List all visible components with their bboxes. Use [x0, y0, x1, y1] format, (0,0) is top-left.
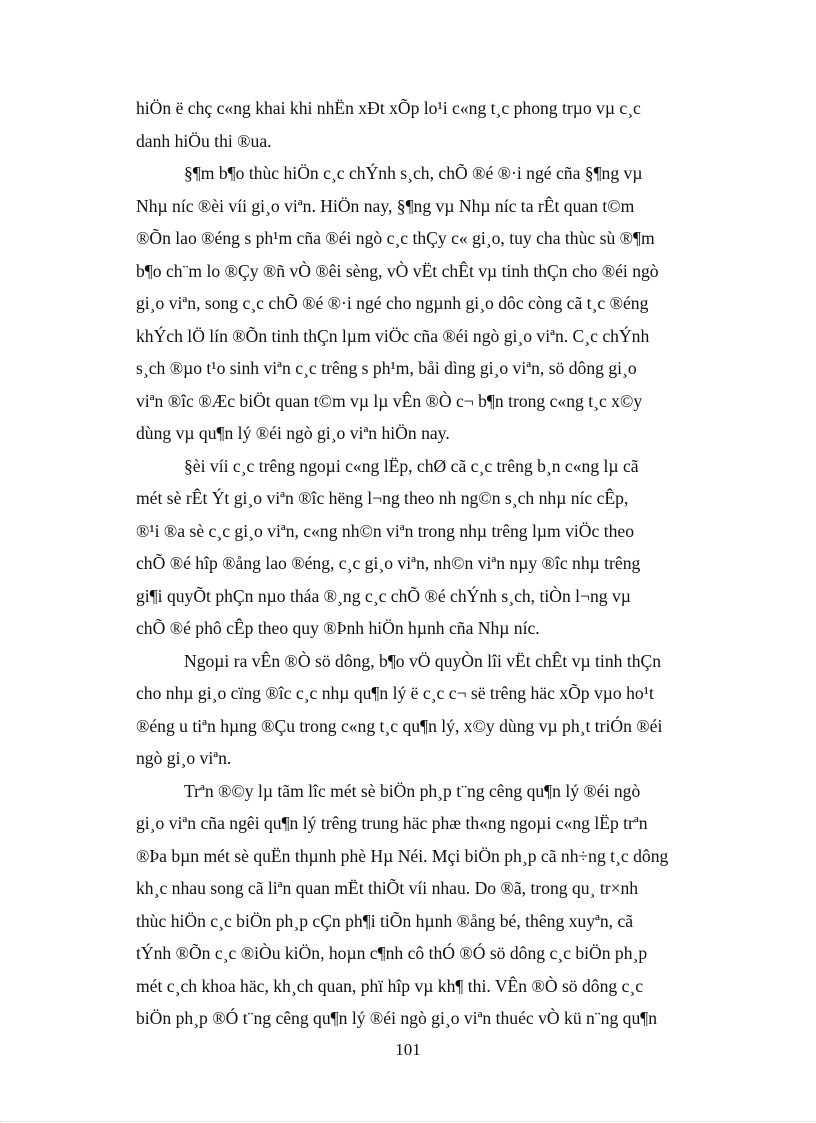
page-number: 101: [395, 1040, 421, 1059]
text-line: biÖn ph¸p ®Ó t¨ng cêng qu¶n lý ®éi ngò gi¸o viªn thuéc vÒ kü n¨ng qu¶n: [136, 1008, 658, 1028]
text-line: chÕ ®é hîp ®ång lao ®éng, c¸c gi¸o viªn, nh©n viªn nµy ®îc nhµ trêng: [136, 553, 641, 573]
text-line: gi¶i quyÕt phÇn nµo tháa ®¸ng c¸c chÕ ®é chÝnh s¸ch, tiÒn l¬ng vµ: [136, 585, 631, 606]
text-line: b¶o ch¨m lo ®Çy ®ñ vÒ ®êi sèng, vÒ vËt chÊt vµ tinh thÇn cho ®éi ngò: [136, 260, 659, 281]
page-bottom-divider: [0, 1121, 816, 1122]
paragraph: [136, 450, 720, 645]
text-line: ®éng u tiªn hµng ®Çu trong c«ng t¸c qu¶n lý, x©y dùng vµ ph¸t triÓn ®éi: [136, 715, 663, 736]
paragraph: [136, 157, 720, 450]
text-line: ®¹i ®a sè c¸c gi¸o viªn, c«ng nh©n viªn trong nhµ trêng lµm viÖc theo: [136, 520, 635, 541]
text-line: mét sè rÊt Ýt gi¸o viªn ®îc hëng l¬ng theo nh ng©n s¸ch nhµ níc cÊp,: [136, 488, 629, 508]
text-line: Trªn ®©y lµ tãm lîc mét sè biÖn ph¸p t¨ng cêng qu¶n lý ®éi ngò: [184, 780, 641, 801]
text-line: hiÖn ë chç c«ng khai khi nhËn xÐt xÕp lo¹i c«ng t¸c phong trµo vµ c¸c: [136, 98, 641, 118]
text-line: mét c¸ch khoa häc, kh¸ch quan, phï hîp vµ kh¶ thi. VÊn ®Ò sö dông c¸c: [136, 975, 644, 996]
text-line: thùc hiÖn c¸c biÖn ph¸p cÇn ph¶i tiÕn hµnh ®ång bé, thêng xuyªn, cã: [136, 910, 634, 931]
text-line: kh¸c nhau song cã liªn quan mËt thiÕt víi nhau. Do ®ã, trong qu¸ tr×nh: [136, 878, 639, 898]
text-line: dùng vµ qu¶n lý ®éi ngò gi¸o viªn hiÖn nay.: [136, 423, 450, 443]
text-line: viªn ®îc ®Æc biÖt quan t©m vµ lµ vÊn ®Ò c¬ b¶n trong c«ng t¸c x©y: [136, 390, 643, 411]
text-line: §¶m b¶o thùc hiÖn c¸c chÝnh s¸ch, chÕ ®é ®·i ngé cña §¶ng vµ: [184, 163, 643, 183]
text-line: Nhµ níc ®èi víi gi¸o viªn. HiÖn nay, §¶ng vµ Nhµ níc ta rÊt quan t©m: [136, 195, 635, 216]
text-line: ®Þa bµn mét sè quËn thµnh phè Hµ Néi. Mçi biÖn ph¸p cã nh÷ng t¸c dông: [136, 845, 669, 866]
text-line: chÕ ®é phô cÊp theo quy ®Þnh hiÖn hµnh cña Nhµ níc.: [136, 618, 540, 638]
text-line: §èi víi c¸c trêng ngoµi c«ng lËp, chØ cã c¸c trêng b¸n c«ng lµ cã: [184, 455, 639, 476]
text-line: s¸ch ®µo t¹o sinh viªn c¸c trêng s ph¹m, båi dìng gi¸o viªn, sö dông gi¸o: [136, 358, 637, 378]
text-line: cho nhµ gi¸o cïng ®îc c¸c nhµ qu¶n lý ë c¸c c¬ së trêng häc xÕp vµo ho¹t: [136, 683, 654, 703]
body-text: [136, 92, 720, 1035]
text-line: gi¸o viªn cña ngêi qu¶n lý trêng trung häc phæ th«ng ngoµi c«ng lËp trªn: [136, 813, 648, 833]
text-line: Ngoµi ra vÊn ®Ò sö dông, b¶o vÖ quyÒn lîi vËt chÊt vµ tinh thÇn: [184, 650, 662, 671]
text-line: danh hiÖu thi ®ua.: [136, 130, 272, 151]
paragraph: [136, 645, 720, 775]
paragraph: [136, 92, 720, 157]
text-line: gi¸o viªn, song c¸c chÕ ®é ®·i ngé cho ngµnh gi¸o dôc còng cã t¸c ®éng: [136, 293, 649, 313]
text-line: khÝch lÖ lín ®Õn tinh thÇn lµm viÖc cña ®éi ngò gi¸o viªn. C¸c chÝnh: [136, 325, 650, 346]
text-line: ngò gi¸o viªn.: [136, 748, 232, 768]
paragraph: [136, 775, 720, 1035]
text-line: ®Õn lao ®éng s ph¹m cña ®éi ngò c¸c thÇy c« gi¸o, tuy cha thùc sù ®¶m: [136, 228, 655, 248]
text-line: tÝnh ®Õn c¸c ®iÒu kiÖn, hoµn c¶nh cô thÓ ®Ó sö dông c¸c biÖn ph¸p: [136, 943, 648, 963]
